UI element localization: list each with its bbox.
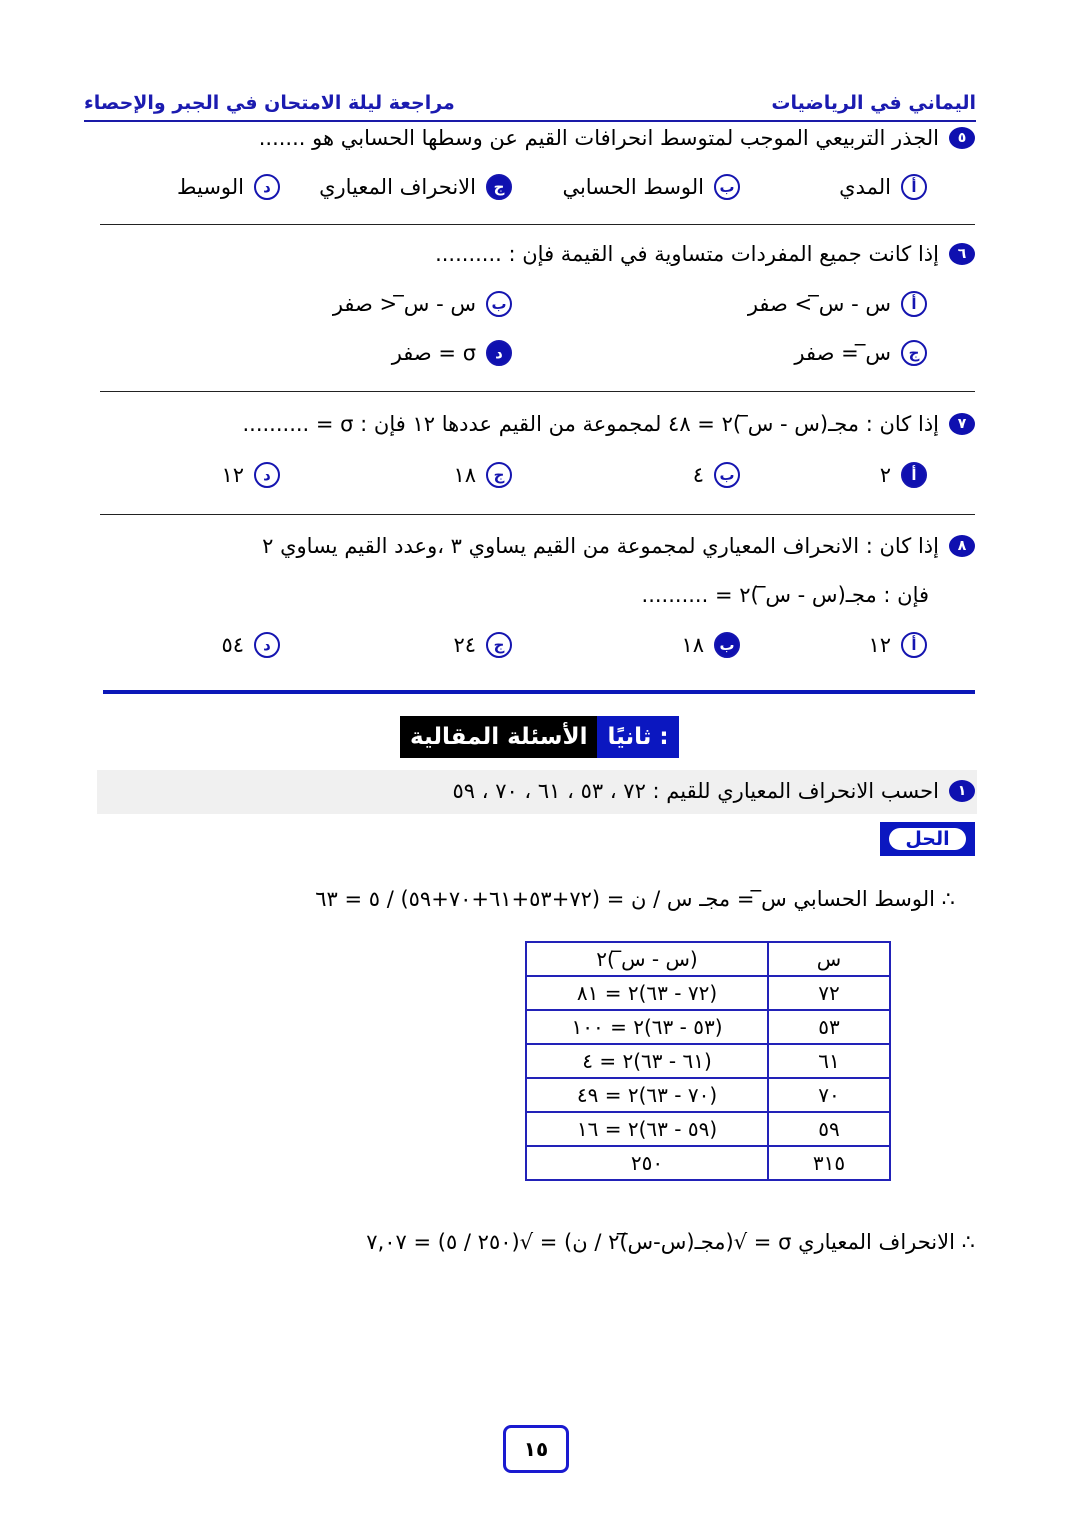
option-text: ٥٤ — [221, 633, 244, 657]
header-squared-deviation: (س - س̅ )٢ — [526, 942, 768, 976]
option-c[interactable] — [794, 340, 927, 366]
option-label: أ — [901, 632, 927, 658]
cell-x: ٧٢ — [768, 976, 890, 1010]
section-title-prefix: ثانيًا : — [597, 716, 678, 758]
table-row — [526, 1078, 890, 1112]
table-total-row — [526, 1146, 890, 1180]
option-text: ١٢ — [868, 633, 891, 657]
question-6 — [435, 242, 975, 266]
cell-dev: (٧٠ - ٦٣)٢ = ٤٩ — [526, 1078, 768, 1112]
question-text: إذا كان : الانحراف المعياري لمجموعة من القيم يساوي ٣ ،وعدد القيم يساوي ٢ — [262, 534, 939, 558]
question-text: إذا كان : مجـ(س - س̅ )٢ = ٤٨ لمجموعة من القيم عددها ١٢ فإن : σ = .......... — [242, 412, 939, 436]
option-b[interactable] — [333, 291, 512, 317]
option-d[interactable] — [221, 632, 280, 658]
header-x: س — [768, 942, 890, 976]
divider — [100, 514, 975, 515]
option-text: ٢ — [879, 463, 891, 487]
question-number: ٧ — [949, 413, 975, 435]
option-label: د — [254, 632, 280, 658]
option-a[interactable] — [748, 291, 927, 317]
option-label: ب — [486, 291, 512, 317]
option-label: د — [254, 462, 280, 488]
question-text: إذا كانت جميع المفردات متساوية في القيمة فإن : .......... — [435, 242, 939, 266]
option-text: الانحراف المعياري — [319, 175, 476, 199]
question-8-continuation: فإن : مجـ(س - س̅ )٢ = .......... — [641, 583, 929, 607]
option-label: د — [254, 174, 280, 200]
question-8 — [262, 534, 975, 558]
option-label-selected: أ — [901, 462, 927, 488]
question-text: احسب الانحراف المعياري للقيم : ٧٢ ، ٥٣ ، ٦١ ، ٧٠ ، ٥٩ — [452, 779, 939, 803]
option-label: ب — [714, 174, 740, 200]
section-title — [400, 716, 679, 758]
section-title-main: الأسئلة المقالية — [400, 716, 597, 758]
cell-x: ٧٠ — [768, 1078, 890, 1112]
option-b[interactable] — [681, 632, 740, 658]
cell-dev: (٥٣ - ٦٣)٢ = ١٠٠ — [526, 1010, 768, 1044]
option-label: ج — [486, 462, 512, 488]
option-label: أ — [901, 174, 927, 200]
option-text: ١٨ — [453, 463, 476, 487]
deviation-table — [525, 941, 891, 1181]
option-a[interactable] — [880, 462, 927, 488]
option-text: الوسط الحسابي — [562, 175, 704, 199]
option-c[interactable] — [453, 632, 512, 658]
cell-x: ٦١ — [768, 1044, 890, 1078]
cell-dev: (٧٢ - ٦٣)٢ = ٨١ — [526, 976, 768, 1010]
option-text: الوسيط — [177, 175, 244, 199]
option-label-selected: ب — [714, 632, 740, 658]
option-text: س̅ = صفر — [794, 341, 891, 365]
header-right-title: اليماني في الرياضيات — [771, 92, 976, 114]
option-a[interactable] — [839, 174, 927, 200]
option-text: ١٨ — [681, 633, 704, 657]
option-d[interactable] — [221, 462, 280, 488]
cell-x: ٥٣ — [768, 1010, 890, 1044]
option-label: ج — [901, 340, 927, 366]
solution-badge — [880, 822, 975, 856]
option-text: ١٢ — [221, 463, 244, 487]
option-label: ب — [714, 462, 740, 488]
option-text: س - س̅ > صفر — [747, 292, 891, 316]
option-label-selected: د — [486, 340, 512, 366]
mean-calculation: ∴ الوسط الحسابي س̅ = مجـ س / ن = (٧٢+٥٣+٦١+٧٠+٥٩) / ٥ = ٦٣ — [315, 887, 955, 911]
question-text: الجذر التربيعي الموجب لمتوسط انحرافات القيم عن وسطها الحسابي هو ....... — [258, 126, 939, 150]
option-label-selected: ج — [486, 174, 512, 200]
question-7 — [242, 412, 975, 436]
question-number: ٦ — [949, 243, 975, 265]
option-text: σ = صفر — [391, 341, 476, 365]
table-row — [526, 1112, 890, 1146]
question-5 — [259, 126, 975, 150]
std-deviation-calculation: ∴ الانحراف المعياري σ = √(مجـ(س-س̅)٢ / ن) = √(٢٥٠ / ٥) = ٧,٠٧ — [366, 1230, 975, 1254]
option-d[interactable] — [392, 340, 512, 366]
divider — [100, 391, 975, 392]
table-row — [526, 1044, 890, 1078]
essay-question-1 — [452, 779, 975, 803]
option-c[interactable] — [319, 174, 512, 200]
question-number: ١ — [949, 780, 975, 802]
solution-label: الحل — [889, 828, 965, 850]
option-c[interactable] — [453, 462, 512, 488]
cell-x: ٥٩ — [768, 1112, 890, 1146]
option-text: ٤ — [692, 463, 704, 487]
cell-dev: (٦١ - ٦٣)٢ = ٤ — [526, 1044, 768, 1078]
option-d[interactable] — [177, 174, 280, 200]
question-number: ٨ — [949, 535, 975, 557]
option-b[interactable] — [693, 462, 740, 488]
option-a[interactable] — [868, 632, 927, 658]
header-left-title: مراجعة ليلة الامتحان في الجبر والإحصاء — [84, 92, 455, 114]
table-header-row — [526, 942, 890, 976]
cell-dev: (٥٩ - ٦٣)٢ = ١٦ — [526, 1112, 768, 1146]
page-header — [84, 92, 976, 122]
total-dev: ٢٥٠ — [526, 1146, 768, 1180]
option-text: المدي — [839, 175, 891, 199]
question-number: ٥ — [949, 127, 975, 149]
divider — [100, 224, 975, 225]
option-text: ٢٤ — [453, 633, 476, 657]
total-x: ٣١٥ — [768, 1146, 890, 1180]
table-row — [526, 976, 890, 1010]
option-text: س - س̅ < صفر — [332, 292, 476, 316]
page-number: ١٥ — [503, 1425, 569, 1473]
option-label: أ — [901, 291, 927, 317]
section-divider — [103, 690, 975, 694]
option-b[interactable] — [562, 174, 740, 200]
table-row — [526, 1010, 890, 1044]
option-label: ج — [486, 632, 512, 658]
